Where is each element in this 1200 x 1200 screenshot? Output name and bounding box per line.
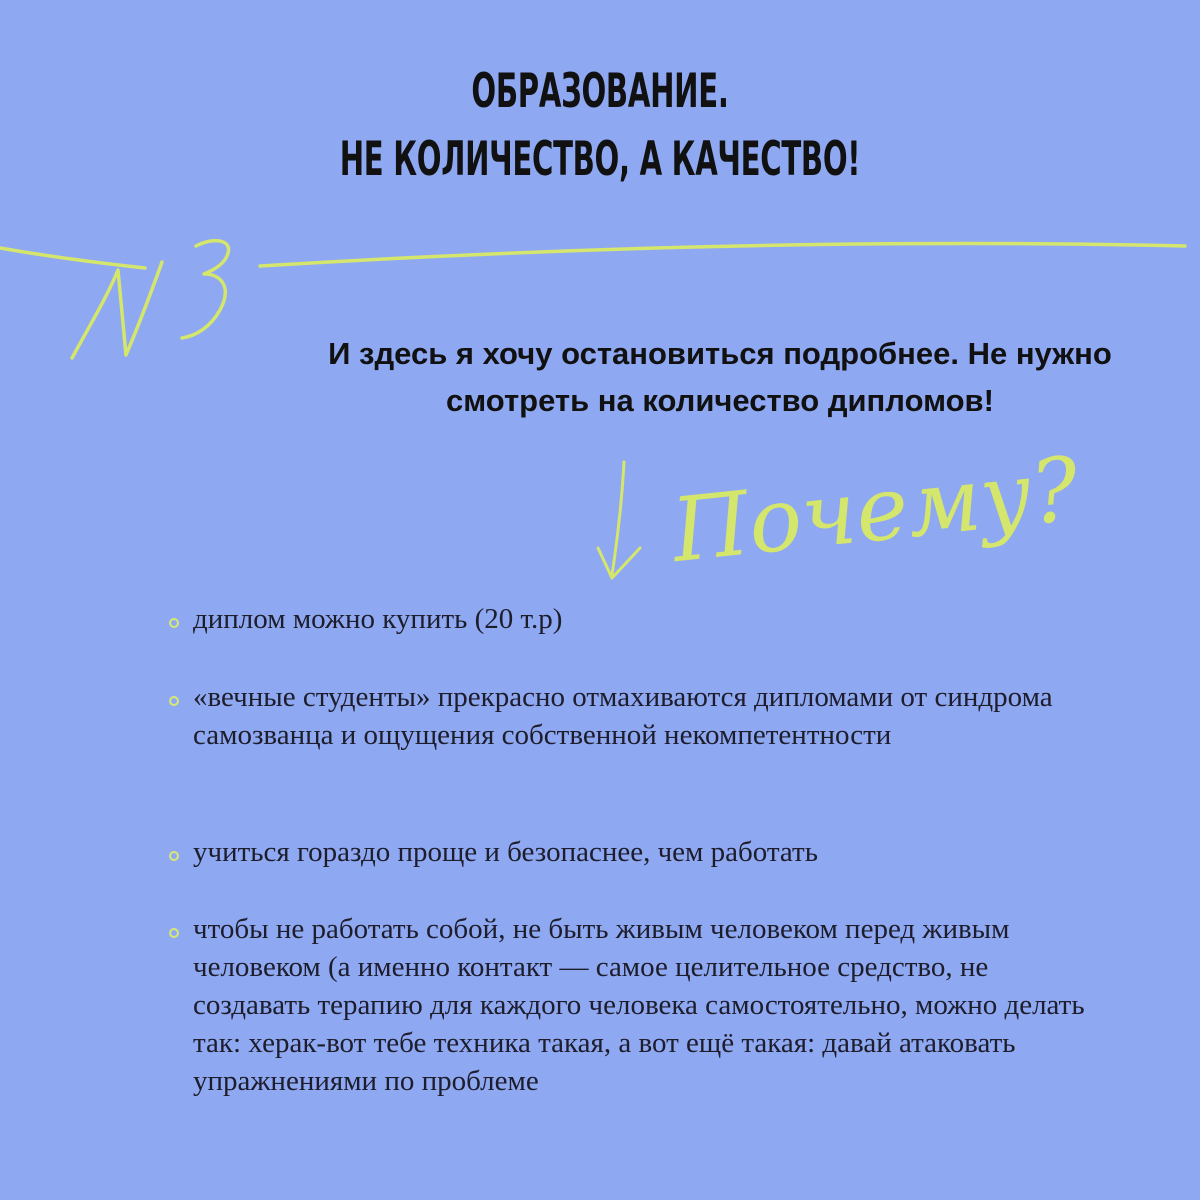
bullet-circle-icon bbox=[169, 618, 179, 628]
number-sign-icon bbox=[72, 262, 162, 358]
list-item bbox=[165, 910, 1093, 1100]
divider-line-right bbox=[260, 243, 1185, 266]
divider-line-left bbox=[0, 248, 145, 268]
list-item-text: чтобы не работать собой, не быть живым человеком перед живым человеком (а именно контакт — самое целительное средство, не создавать терапию для каждого человека самостоятельно, можно делать так: херак-вот тебе техника такая, а вот ещё такая: давай атаковать упражнениями по проблеме bbox=[193, 913, 1085, 1097]
bullet-circle-icon bbox=[169, 696, 179, 706]
number-three-icon bbox=[182, 241, 229, 338]
list-item bbox=[165, 833, 1093, 871]
list-item-text: «вечные студенты» прекрасно отмахиваются дипломами от синдрома самозванца и ощущения собственной некомпетентности bbox=[193, 681, 1053, 751]
bullet-circle-icon bbox=[169, 851, 179, 861]
list-item-text: учиться гораздо проще и безопаснее, чем работать bbox=[193, 836, 818, 868]
intro-text: И здесь я хочу остановиться подробнее. Не нужно смотреть на количество дипломов! bbox=[328, 336, 1112, 418]
headline-line-2: НЕ КОЛИЧЕСТВО, А КАЧЕСТВО! bbox=[339, 132, 861, 187]
headline bbox=[0, 58, 1200, 194]
bullet-circle-icon bbox=[169, 928, 179, 938]
headline-line-1: ОБРАЗОВАНИЕ. bbox=[471, 64, 729, 119]
why-handwritten-label: Почему? bbox=[667, 437, 1084, 583]
down-arrow-icon bbox=[598, 462, 640, 578]
list-item-text: диплом можно купить (20 т.р) bbox=[193, 603, 563, 635]
list-item bbox=[165, 678, 1093, 754]
list-item bbox=[165, 600, 1093, 638]
